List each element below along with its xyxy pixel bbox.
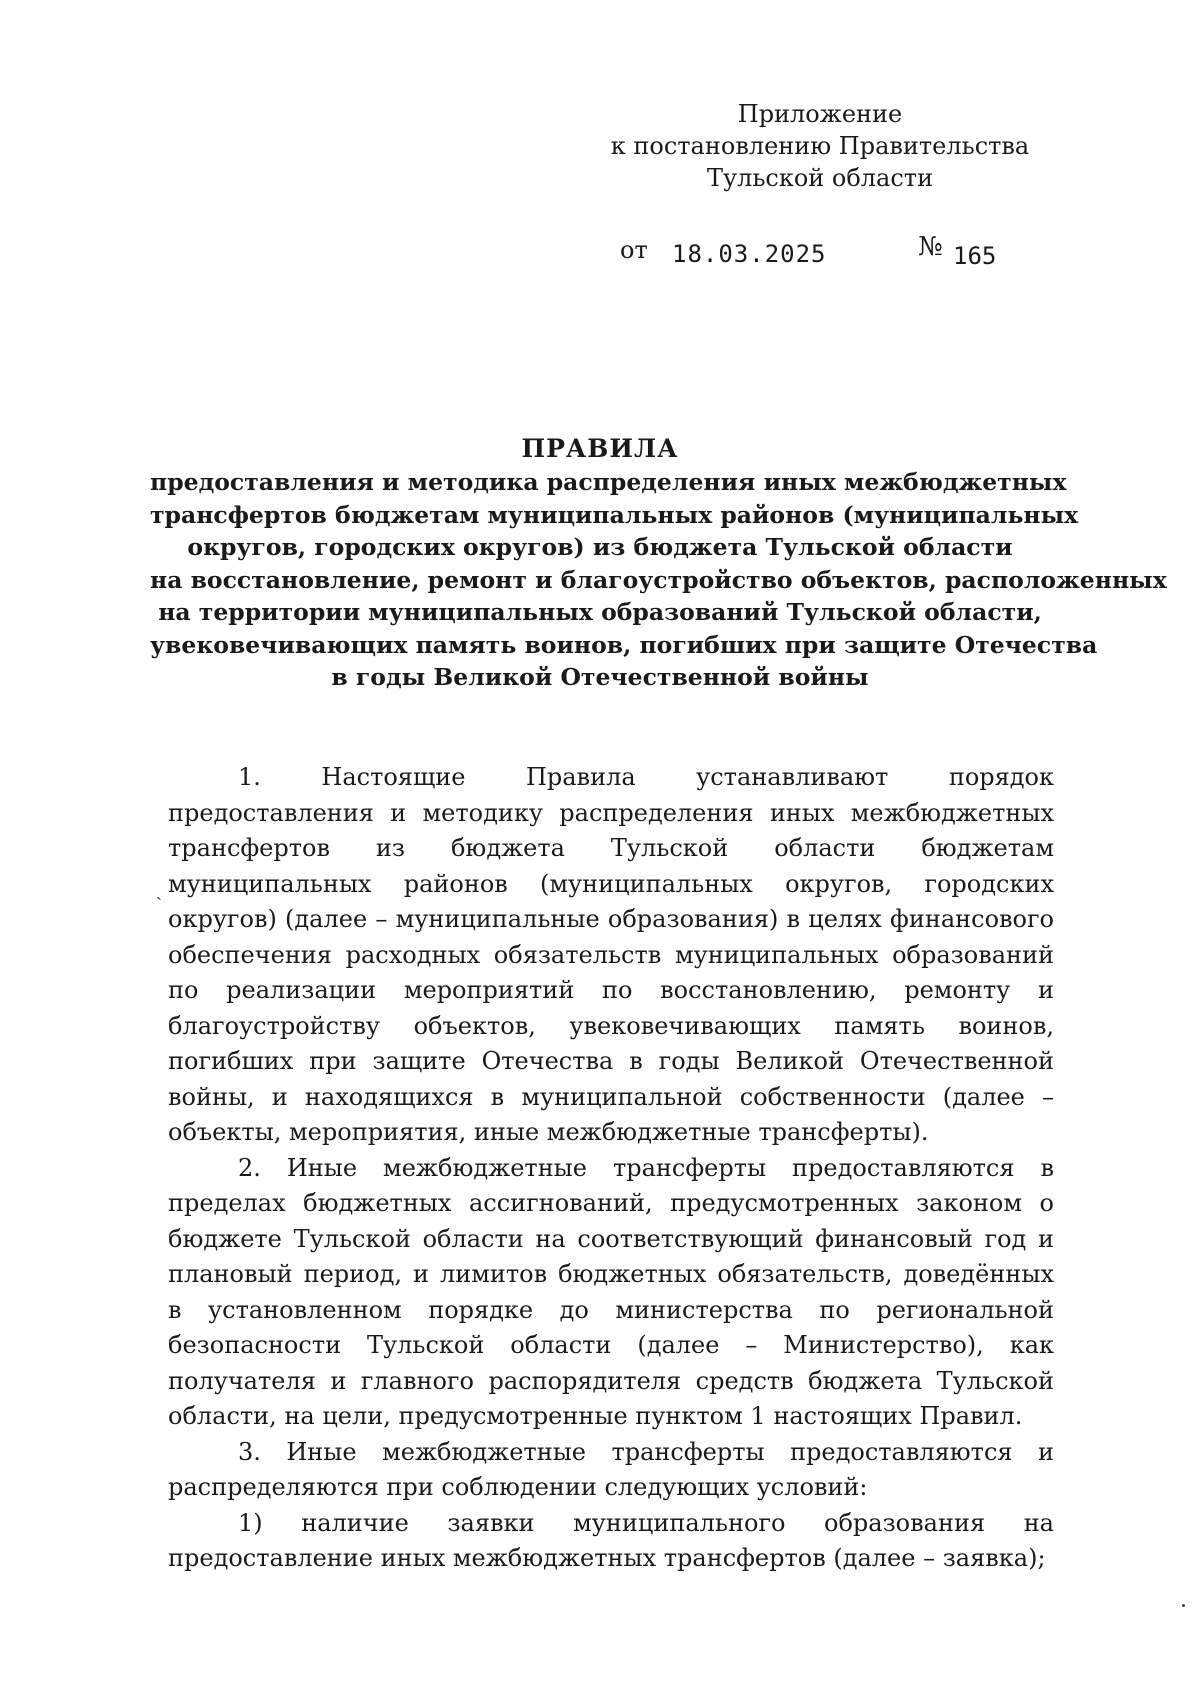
paragraph-3: 3. Иные межбюджетные трансферты предоставляются и распределяются при соблюдении следующих условий: — [168, 1437, 1054, 1501]
title-line: на восстановление, ремонт и благоустройство объектов, расположенных — [150, 565, 1167, 594]
number-sign: № — [918, 232, 943, 262]
title-line: трансфертов бюджетам муниципальных районов (муниципальных — [150, 500, 1079, 529]
paragraph-2: 2. Иные межбюджетные трансферты предоставляются в пределах бюджетных ассигнований, предусмотренных законом о бюджете Тульской области на соответствующий финансовый год и плановый период, и лимитов бюджетных обязательств, доведённых в установленном порядке до министерства по региональной безопасности Тульской области (далее – Министерство), как получателя и главного распорядителя средств бюджета Тульской области, на цели, предусмотренные пунктом 1 настоящих Правил. — [168, 1153, 1054, 1430]
registration-number: 165 — [953, 242, 997, 270]
paragraph-3-item-1: 1) наличие заявки муниципального образования на предоставление иных межбюджетных трансфертов (далее – заявка); — [168, 1508, 1054, 1572]
document-title — [150, 432, 1167, 694]
title-line: на территории муниципальных образований Тульской области, — [158, 598, 1042, 626]
title-line: увековечивающих память воинов, погибших при защите Отечества — [150, 630, 1098, 659]
appendix-line-1: Приложение — [737, 100, 903, 128]
from-label: от — [620, 236, 648, 264]
registration-date: 18.03.2025 — [672, 240, 827, 268]
title-line: в годы Великой Отечественной войны — [331, 663, 869, 691]
appendix-line-2: к постановлению Правительства — [610, 132, 1030, 160]
title-main: ПРАВИЛА — [521, 434, 679, 463]
registration-line — [620, 232, 1040, 272]
paragraph-1: 1. Настоящие Правила устанавливают порядок предоставления и методику распределения иных межбюджетных трансфертов из бюджета Тульской области бюджетам муниципальных районов (муниципальных округов, городских округов) (далее – муниципальные образования) в целях финансового обеспечения расходных обязательств муниципальных образований по реализации мероприятий по восстановлению, ремонту и благоустройству объектов, увековечивающих память воинов, погибших при защите Отечества в годы Великой Отечественной войны, и находящихся в муниципальной собственности (далее – объекты, мероприятия, иные межбюджетные трансферты). — [168, 763, 1054, 1146]
appendix-header — [600, 98, 1040, 194]
title-line: округов, городских округов) из бюджета Тульской области — [187, 533, 1013, 561]
title-line: предоставления и методика распределения иных межбюджетных — [150, 468, 1067, 496]
title-subtitle — [150, 466, 1167, 694]
scan-dot — [1182, 1604, 1185, 1607]
scan-mark: ˏ — [156, 880, 162, 901]
document-body — [168, 760, 1054, 1577]
appendix-line-3: Тульской области — [706, 164, 934, 192]
